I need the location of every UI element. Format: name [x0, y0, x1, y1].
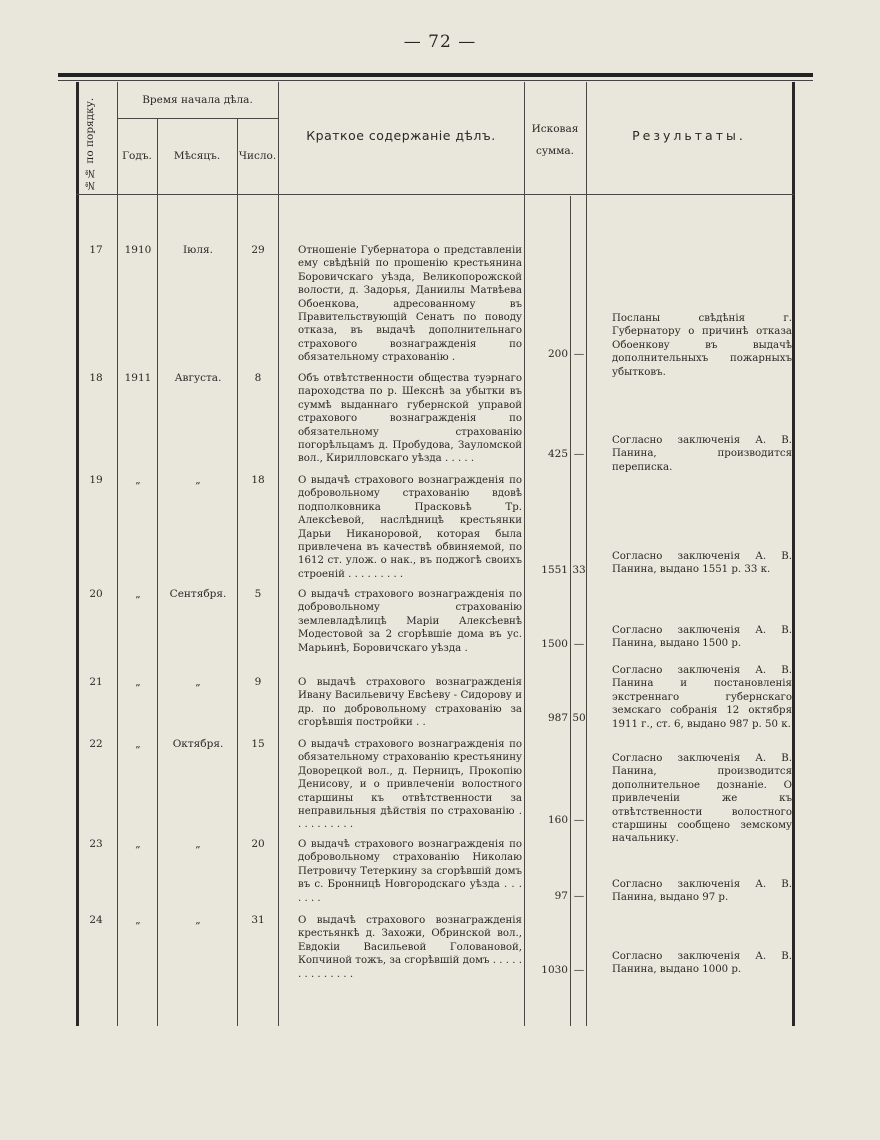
row-number: 20: [89, 588, 103, 600]
row-result: Согласно заключенія А. В. Панина, выдано 1500 р.: [612, 625, 792, 650]
header-bottom-rule: [76, 194, 794, 195]
row-description: О выдачѣ страхового вознагражденія по обязательному страхованію крестьянину Доворецкой вол., д. Перницъ, Прокопію Денисову, и о привлеченіи волостного старшины къ отвѣтственности за неправильныя дѣйствія по страхованію . . . . . . . . . .: [298, 739, 522, 831]
header-day: Число.: [238, 150, 277, 162]
row-description: О выдачѣ страхового вознагражденія крестьянкѣ д. Захожи, Обринской вол., Евдокіи Васильевой Головановой, Копчиной тожъ, за сгорѣвшій домъ . . . . . . . . . . . . . .: [298, 915, 522, 980]
row-year: „: [135, 474, 141, 486]
row-sum-kopecks: —: [573, 348, 585, 360]
row-year: „: [135, 676, 141, 688]
row-sum-rubles: 160: [547, 814, 568, 826]
row-description: О выдачѣ страхового вознагражденія по добровольному страхованію вдовѣ подполковника Прасковьѣ Тр. Алексѣевой, наслѣдницѣ крестьянки Дарьи Никаноровой, которая была привлечена въ качествѣ обвиняемой, по 1612 ст. улож. о нак., въ поджогѣ своихъ строеній . . . . . . . . .: [298, 475, 522, 580]
row-year: „: [135, 588, 141, 600]
row-description: Отношеніе Губернатора о представленіи ему свѣдѣній по прошенію крестьянина Боровичскаго уѣзда, Великопорожской волости, д. Задорья, Даниилы Матвѣева Обоенкова, адресованному въ Правительствующій Сенатъ по поводу отказа, въ выдачѣ дополнительнаго страхового вознагражденія по обязательному страхованію .: [298, 245, 522, 364]
row-month: „: [195, 676, 201, 688]
row-number: 18: [89, 372, 103, 384]
page-number: — 72 —: [403, 32, 477, 52]
header-year: Годъ.: [122, 150, 152, 162]
header-start-group: Время начала дѣла.: [142, 94, 253, 106]
row-result: Согласно заключенія А. В. Панина, выдано 1000 р.: [612, 951, 792, 976]
row-day: 9: [254, 676, 262, 688]
table-left-border: [76, 82, 79, 1026]
row-sum-kopecks: —: [573, 890, 585, 902]
row-day: 31: [251, 914, 265, 926]
column-divider: [570, 196, 571, 1026]
header-month: Мѣсяцъ.: [173, 150, 221, 162]
table-right-border: [792, 82, 795, 1026]
row-number: 17: [89, 244, 103, 256]
row-year: 1910: [124, 244, 152, 256]
row-sum-rubles: 1030: [541, 964, 568, 976]
column-divider: [524, 82, 525, 1026]
row-sum-rubles: 97: [554, 890, 568, 902]
row-month: „: [195, 838, 201, 850]
row-result: Согласно заключенія А. В. Панина, производится переписка.: [612, 435, 792, 473]
row-number: 21: [89, 676, 103, 688]
row-sum-kopecks: 50: [572, 712, 586, 724]
header-content: Краткое содержаніе дѣлъ.: [306, 128, 496, 143]
header-subrule: [117, 118, 278, 119]
row-sum-kopecks: —: [573, 814, 585, 826]
row-sum-rubles: 425: [547, 448, 568, 460]
row-year: „: [135, 914, 141, 926]
header-results: Результаты.: [632, 128, 746, 143]
row-day: 8: [254, 372, 262, 384]
row-month: Іюля.: [183, 244, 213, 256]
row-number: 24: [89, 914, 103, 926]
row-sum-kopecks: —: [573, 638, 585, 650]
row-number: 19: [89, 474, 103, 486]
row-description: О выдачѣ страхового вознагражденія Ивану Васильевичу Евсѣеву - Сидорову и др. по добровольному страхованію за сгорѣвшія постройки . .: [298, 677, 522, 729]
row-day: 5: [254, 588, 262, 600]
row-month: Сентября.: [169, 588, 227, 600]
row-sum-rubles: 1500: [541, 638, 568, 650]
row-month: „: [195, 914, 201, 926]
header-number: №№ по порядку.: [84, 97, 96, 191]
row-sum-rubles: 987: [547, 712, 568, 724]
row-year: „: [135, 838, 141, 850]
register-table: [76, 82, 794, 1026]
row-sum-rubles: 1551: [541, 564, 568, 576]
row-sum-kopecks: 33: [572, 564, 586, 576]
row-day: 29: [251, 244, 265, 256]
row-sum-kopecks: —: [573, 448, 585, 460]
row-month: „: [195, 474, 201, 486]
row-day: 20: [251, 838, 265, 850]
column-divider: [278, 82, 279, 1026]
column-divider: [586, 82, 587, 1026]
row-month: Августа.: [174, 372, 222, 384]
row-day: 18: [251, 474, 265, 486]
row-result: Согласно заключенія А. В. Панина, производится дополнительное дознаніе. О привлеченіи же къ отвѣтственности волостного старшины сообщено земскому начальнику.: [612, 753, 792, 845]
row-month: Октября.: [172, 738, 224, 750]
row-result: Посланы свѣдѣнія г. Губернатору о причинѣ отказа Обоенкову въ выдачѣ дополнительныхъ пожарныхъ убытковъ.: [612, 313, 792, 378]
row-sum-kopecks: —: [573, 964, 585, 976]
row-number: 22: [89, 738, 103, 750]
row-sum-rubles: 200: [547, 348, 568, 360]
row-day: 15: [251, 738, 265, 750]
row-number: 23: [89, 838, 103, 850]
row-year: „: [135, 738, 141, 750]
column-divider: [117, 82, 118, 1026]
header-sum: Исковая сумма.: [531, 123, 579, 157]
top-heavy-rule: [58, 73, 813, 77]
top-thin-rule: [58, 80, 813, 81]
row-result: Согласно заключенія А. В. Панина и постановленія экстреннаго губернскаго земскаго собранія 12 октября 1911 г., ст. 6, выдано 987 р. 50 к.: [612, 665, 792, 730]
row-result: Согласно заключенія А. В. Панина, выдано 97 р.: [612, 879, 792, 904]
row-year: 1911: [124, 372, 152, 384]
row-result: Согласно заключенія А. В. Панина, выдано 1551 р. 33 к.: [612, 551, 792, 576]
row-description: Объ отвѣтственности общества туэрнаго пароходства по р. Шекснѣ за убытки въ суммѣ выданнаго губернской управой страхового вознагражденія по обязательному страхованію погорѣльцамъ д. Пробудова, Зауломской вол., Кирилловскаго уѣзда . . . . .: [298, 373, 522, 465]
row-description: О выдачѣ страхового вознагражденія по добровольному страхованію Николаю Петровичу Тетеркину за сгорѣвшій домъ въ с. Бронницѣ Новгородскаго уѣзда . . . . . . .: [298, 839, 522, 904]
row-description: О выдачѣ страхового вознагражденія по добровольному страхованію землевладѣлицѣ Маріи Алексѣевнѣ Модестовой за 2 сгорѣвшіе дома въ ус. Марьинѣ, Боровичскаго уѣзда .: [298, 589, 522, 654]
